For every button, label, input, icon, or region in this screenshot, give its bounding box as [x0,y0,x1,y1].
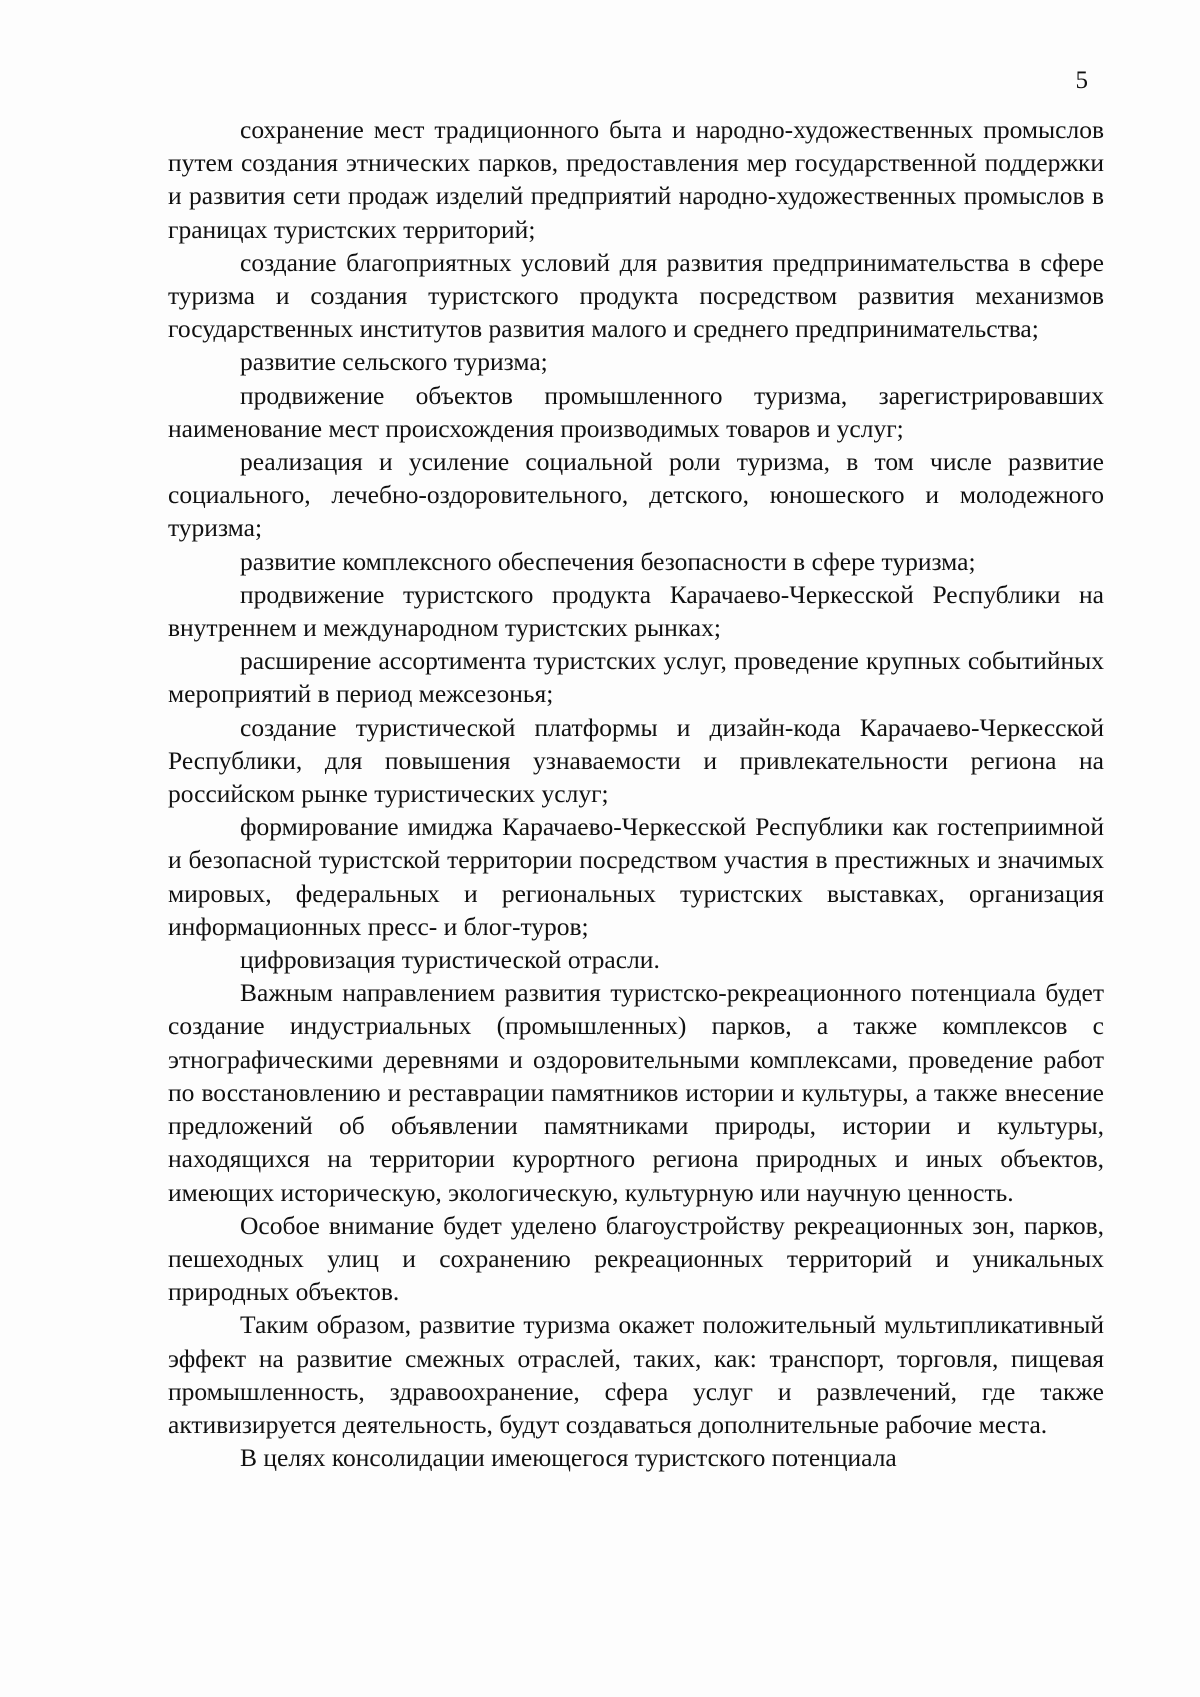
paragraph-digitalization: цифровизация туристической отрасли. [240,945,660,975]
paragraph-multiplicative-effect: Таким образом, развитие туризма окажет положительный мультипликативный эффект на развитие смежных отраслей, таких, как: транспорт, торговля, пищевая промышленность, здравоохранение, сфера услуг и развлечений, где также активизируется деятельность, будут создаваться дополнительные рабочие места. [168,1310,1104,1439]
paragraph-recreational-zones: Особое внимание будет уделено благоустройству рекреационных зон, парков, пешеходных улиц и сохранению рекреационных территорий и уникальных природных объектов. [168,1210,1104,1307]
paragraph-design-code: создание туристической платформы и дизайн-кода Карачаево-Черкесской Республики, для повышения узнаваемости и привлекательности региона на российском рынке туристических услуг; [168,712,1104,809]
paragraph-industrial-tourism: продвижение объектов промышленного туризма, зарегистрировавших наименование мест происхождения производимых товаров и услуг; [168,380,1104,443]
paragraph-image-forming: формирование имиджа Карачаево-Черкесской Республики как гостеприимной и безопасной туристской территории посредством участия в престижных и значимых мировых, федеральных и региональных туристских выставках, организация информационных пресс- и блог-туров; [168,812,1104,941]
document-body [168,113,1104,1474]
paragraph-safety: развитие комплексного обеспечения безопасности в сфере туризма; [240,546,976,576]
paragraph-crafts-preservation: сохранение мест традиционного быта и народно-художественных промыслов путем создания этнических парков, предоставления мер государственной поддержки и развития сети продаж изделий предприятий народно-художественных промыслов в границах туристских территорий; [168,115,1104,244]
page-number: 5 [1075,67,1088,94]
paragraph-services-range: расширение ассортимента туристских услуг, проведение крупных событийных мероприятий в период межсезонья; [168,646,1104,709]
paragraph-social-role: реализация и усиление социальной роли туризма, в том числе развитие социального, лечебно-оздоровительного, детского, юношеского и молодежного туризма; [168,447,1104,543]
paragraph-industrial-parks: Важным направлением развития туристско-рекреационного потенциала будет создание индустриальных (промышленных) парков, а также комплексов с этнографическими деревнями и оздоровительными комплексами, проведение работ по восстановлению и реставрации памятников истории и культуры, а также внесение предложений об объявлении памятниками природы, истории и культуры, находящихся на территории курортного региона природных и иных объектов, имеющих историческую, экологическую, культурную или научную ценность. [168,978,1104,1207]
paragraph-product-promotion: продвижение туристского продукта Карачаево-Черкесской Республики на внутреннем и международном туристских рынках; [168,579,1104,643]
paragraph-rural-tourism: развитие сельского туризма; [240,347,548,377]
paragraph-consolidation: В целях консолидации имеющегося туристского потенциала [240,1443,897,1473]
paragraph-entrepreneurship-conditions: создание благоприятных условий для развития предпринимательства в сфере туризма и создания туристского продукта посредством развития механизмов государственных институтов развития малого и среднего предпринимательства; [168,247,1104,344]
